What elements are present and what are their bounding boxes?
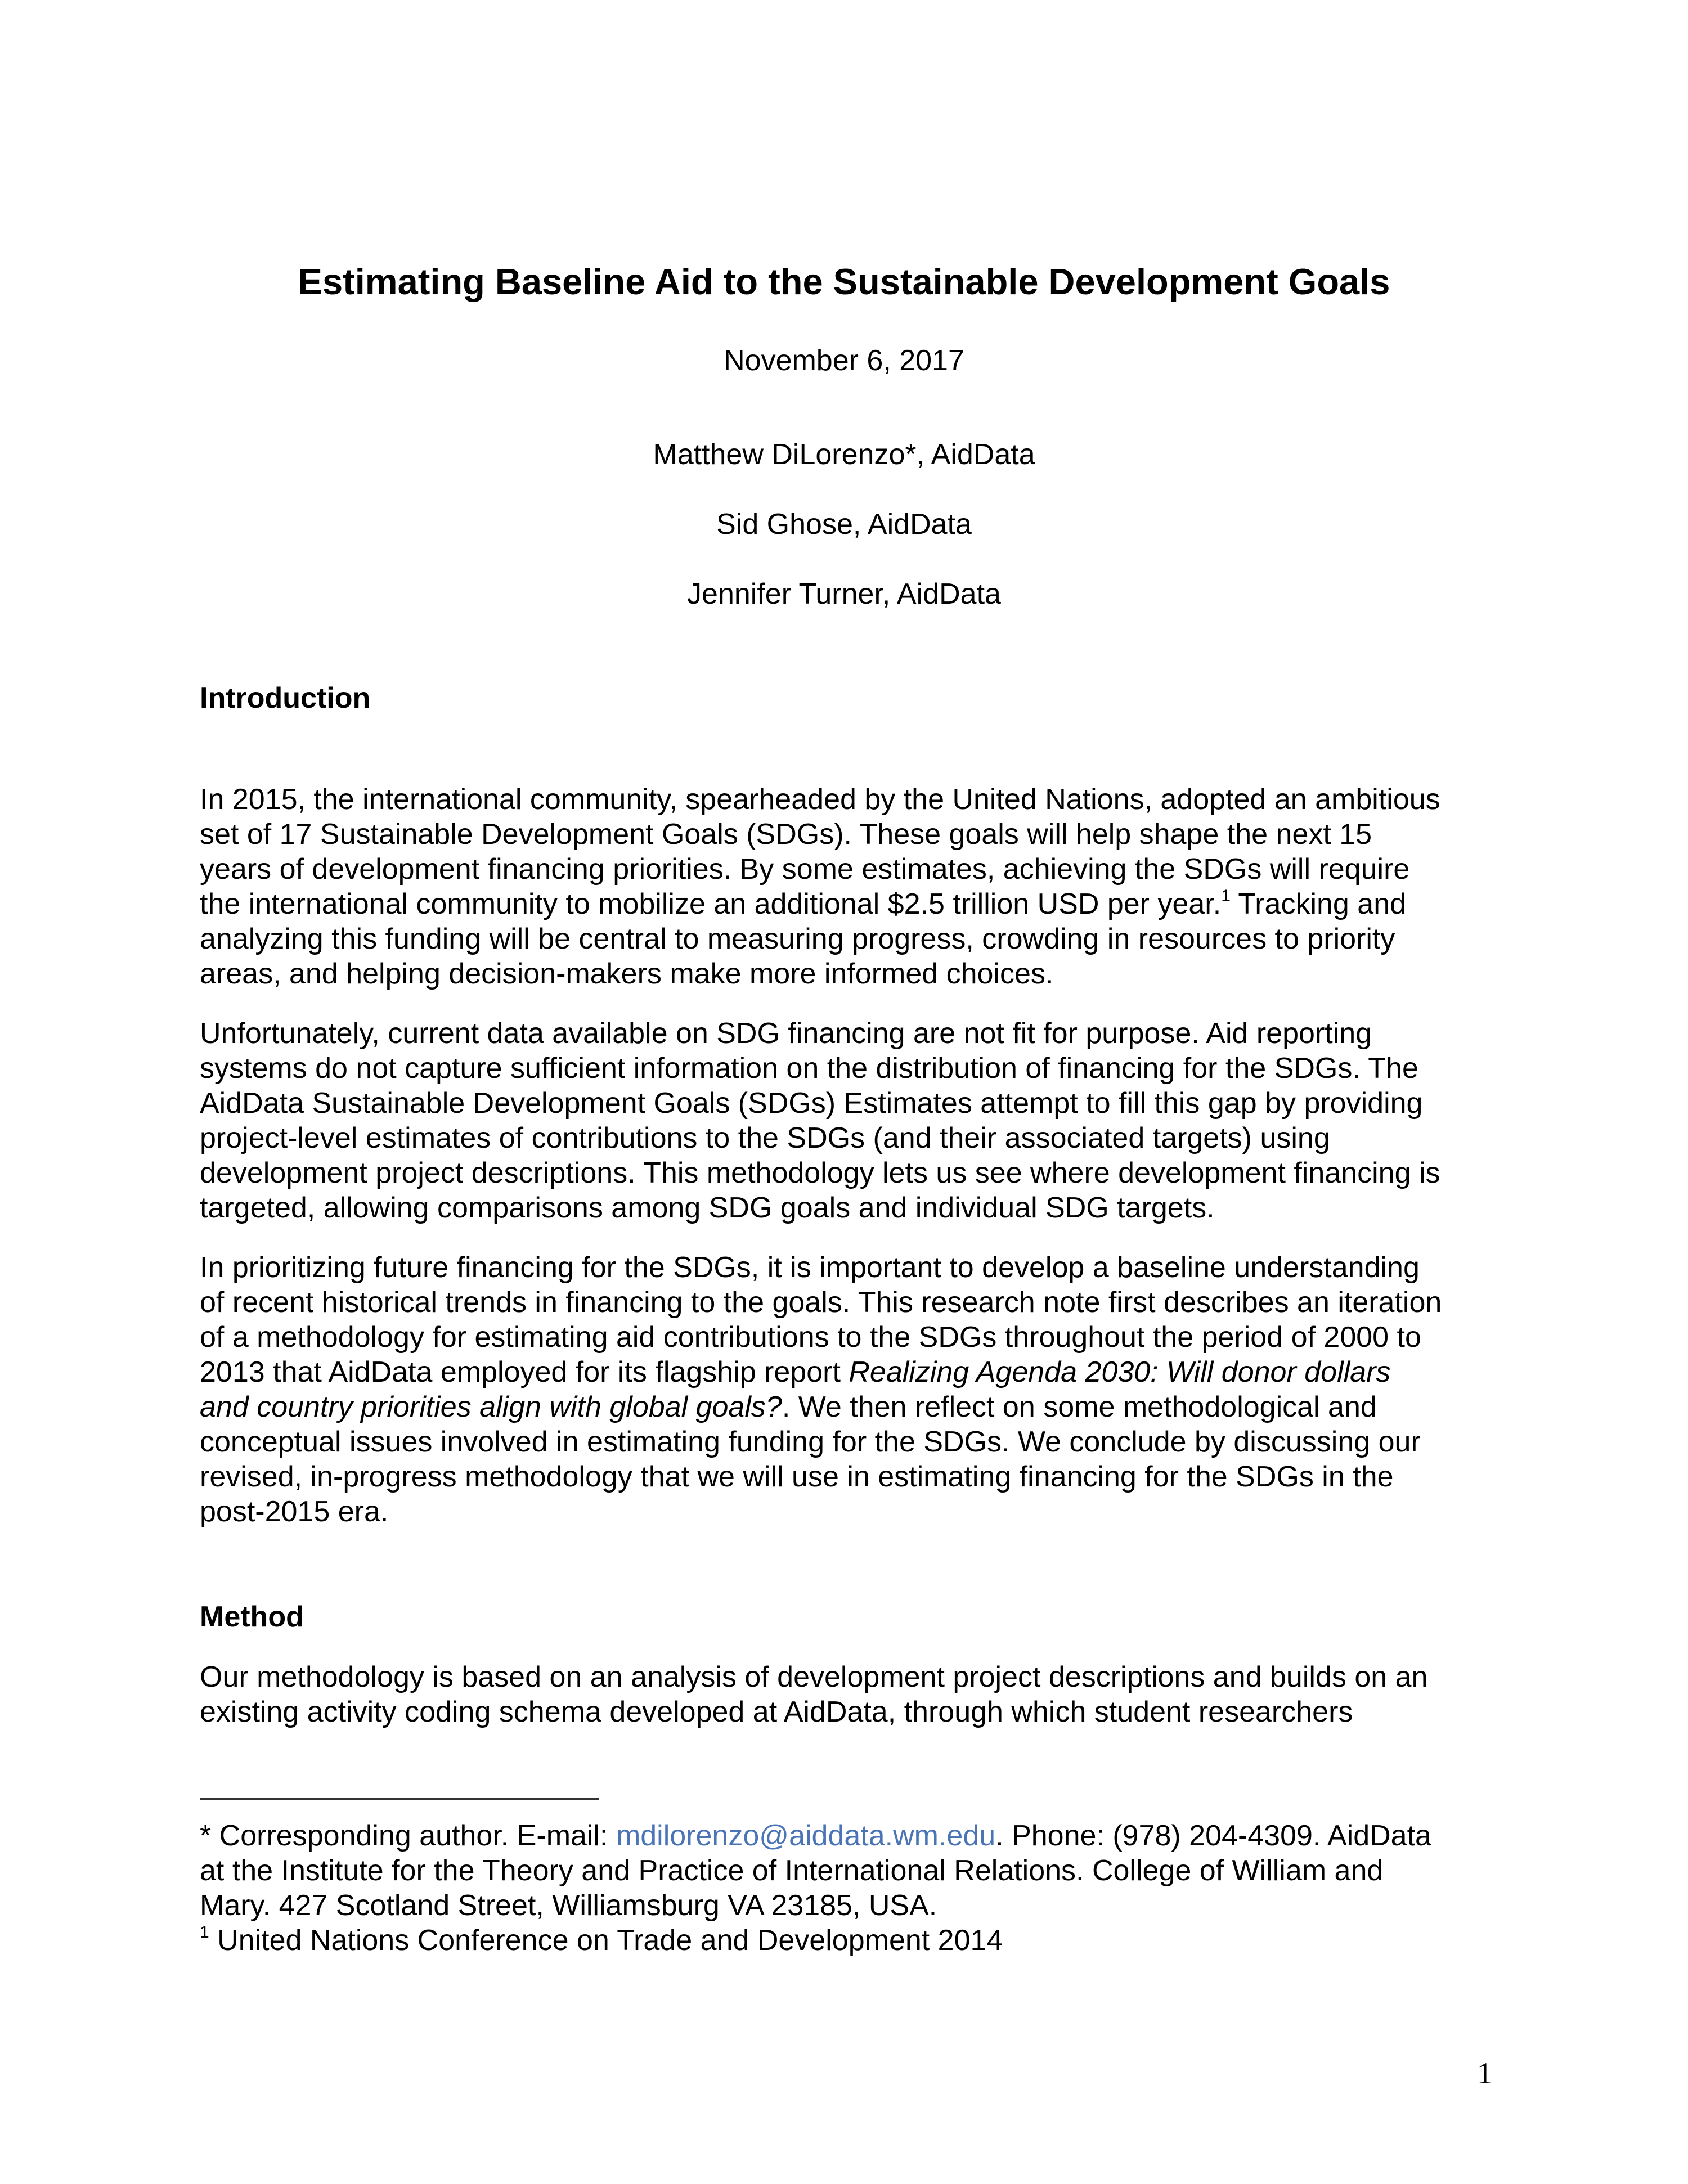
text-segment: * Corresponding author. E-mail: bbox=[200, 1819, 616, 1852]
text-line: analyzing this funding will be central to measuring progress, crowding in resources to priority bbox=[200, 923, 1395, 955]
paper-date: November 6, 2017 bbox=[724, 344, 964, 377]
footnote-1 bbox=[200, 1923, 1003, 1958]
text-line: post-2015 era. bbox=[200, 1495, 389, 1528]
text-line: In 2015, the international community, spearheaded by the United Nations, adopted an ambitious bbox=[200, 783, 1440, 816]
report-title-italic: Realizing Agenda 2030: Will donor dollars bbox=[849, 1356, 1391, 1388]
footnote-corresponding-author bbox=[200, 1818, 1431, 1923]
footnote-ref-1[interactable]: 1 bbox=[1221, 887, 1231, 905]
text-line: Our methodology is based on an analysis of development project descriptions and builds on an bbox=[200, 1661, 1428, 1693]
text-line: AidData Sustainable Development Goals (SDGs) Estimates attempt to fill this gap by providing bbox=[200, 1087, 1423, 1120]
footnote-marker: 1 bbox=[200, 1923, 209, 1942]
text-line: conceptual issues involved in estimating funding for the SDGs. We conclude by discussing our bbox=[200, 1426, 1421, 1458]
author-2: Sid Ghose, AidData bbox=[716, 508, 972, 541]
method-heading: Method bbox=[200, 1601, 304, 1633]
text-line: Unfortunately, current data available on SDG financing are not fit for purpose. Aid reporting bbox=[200, 1017, 1372, 1050]
text-line: targeted, allowing comparisons among SDG goals and individual SDG targets. bbox=[200, 1192, 1215, 1224]
introduction-paragraph-3 bbox=[200, 1250, 1494, 1529]
text-line bbox=[200, 1923, 1003, 1958]
text-line: project-level estimates of contributions to the SDGs (and their associated targets) using bbox=[200, 1122, 1330, 1154]
text-line: Mary. 427 Scotland Street, Williamsburg VA 23185, USA. bbox=[200, 1889, 937, 1922]
footnote-text: United Nations Conference on Trade and Development 2014 bbox=[209, 1924, 1003, 1957]
author-1: Matthew DiLorenzo*, AidData bbox=[653, 438, 1035, 471]
text-line bbox=[200, 1818, 1431, 1853]
text-line: set of 17 Sustainable Development Goals (SDGs). These goals will help shape the next 15 bbox=[200, 818, 1372, 851]
introduction-paragraph-2 bbox=[200, 1016, 1494, 1225]
text-line: existing activity coding schema developed at AidData, through which student researchers bbox=[200, 1696, 1353, 1728]
text-segment: 2013 that AidData employed for its flagship report bbox=[200, 1356, 849, 1388]
text-line: at the Institute for the Theory and Practice of International Relations. College of William and bbox=[200, 1854, 1384, 1887]
text-line: revised, in-progress methodology that we will use in estimating financing for the SDGs in the bbox=[200, 1461, 1394, 1493]
text-line: areas, and helping decision-makers make more informed choices. bbox=[200, 958, 1054, 990]
footnote-divider bbox=[200, 1798, 599, 1800]
text-line bbox=[200, 1390, 1494, 1424]
text-line: development project descriptions. This methodology lets us see where development financing is bbox=[200, 1157, 1440, 1189]
method-paragraph-1 bbox=[200, 1660, 1494, 1729]
text-line: years of development financing priorities. By some estimates, achieving the SDGs will require bbox=[200, 853, 1410, 886]
email-link[interactable]: mdilorenzo@aiddata.wm.edu bbox=[616, 1819, 996, 1852]
text-line bbox=[200, 887, 1494, 922]
text-segment: the international community to mobilize an additional $2.5 trillion USD per year. bbox=[200, 888, 1222, 920]
text-line: In prioritizing future financing for the SDGs, it is important to develop a baseline understanding bbox=[200, 1251, 1420, 1284]
text-line: of recent historical trends in financing to the goals. This research note first describes an iteration bbox=[200, 1286, 1442, 1319]
text-line: systems do not capture sufficient information on the distribution of financing for the SDGs. The bbox=[200, 1052, 1418, 1085]
report-title-italic: and country priorities align with global goals? bbox=[200, 1391, 782, 1423]
text-segment: . Phone: (978) 204-4309. AidData bbox=[995, 1819, 1431, 1852]
text-segment: Tracking and bbox=[1230, 888, 1407, 920]
page-number: 1 bbox=[1477, 2056, 1492, 2090]
paper-title: Estimating Baseline Aid to the Sustainable Development Goals bbox=[298, 261, 1390, 302]
introduction-heading: Introduction bbox=[200, 682, 371, 714]
introduction-paragraph-1 bbox=[200, 782, 1494, 991]
text-line bbox=[200, 1355, 1494, 1390]
author-3: Jennifer Turner, AidData bbox=[687, 578, 1001, 610]
text-segment: . We then reflect on some methodological and bbox=[782, 1391, 1377, 1423]
text-line: of a methodology for estimating aid contributions to the SDGs throughout the period of 2000 to bbox=[200, 1321, 1421, 1354]
